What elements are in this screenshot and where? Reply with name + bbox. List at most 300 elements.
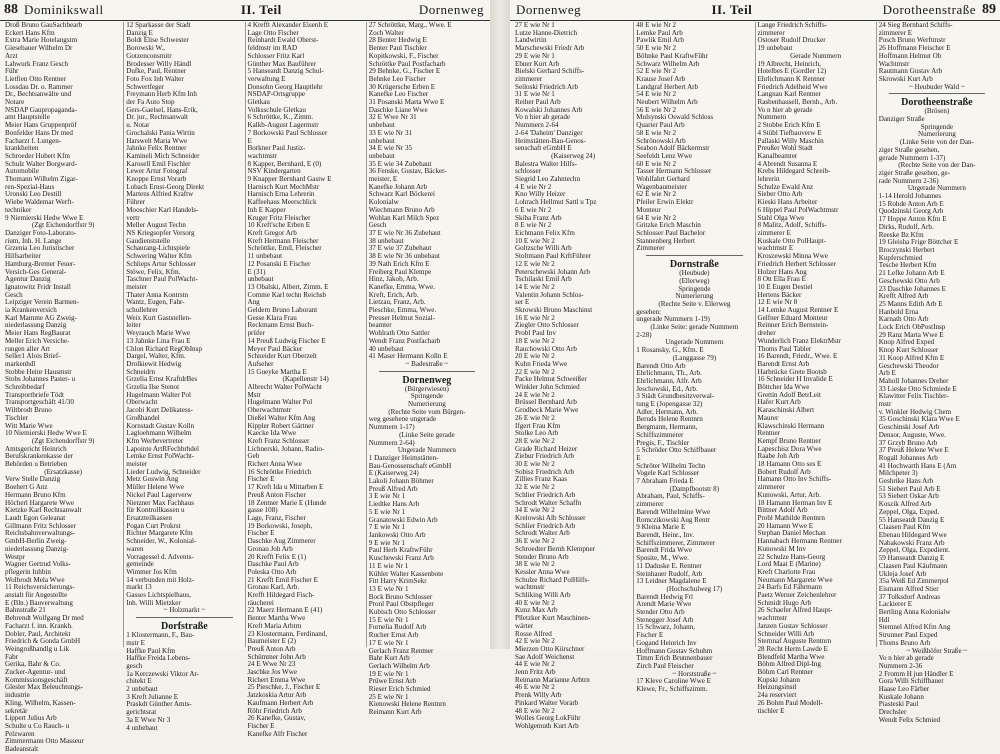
directory-entry: Arb E <box>878 369 896 378</box>
directory-entry: Baumeister E (2) <box>247 637 296 646</box>
directory-entry: Oberwacht <box>126 398 158 407</box>
directory-entry: 22 Schulze Hans-Georg <box>757 552 826 561</box>
directory-entry: Lohrach Hellmut Sattl u Tpz <box>515 198 597 207</box>
directory-entry: Röhr Friedrich Arb <box>247 706 302 715</box>
directory-entry: ia Krankenversich <box>5 306 57 315</box>
directory-entry: 26 Schaefer Alfred Haupt- <box>757 606 833 615</box>
directory-entry: Zucker-Agentur- und <box>5 668 66 677</box>
directory-entry: E <box>636 453 641 462</box>
directory-column <box>367 21 487 717</box>
directory-entry: 4 unbebaut <box>126 723 158 732</box>
directory-entry: Springende <box>410 392 444 401</box>
directory-entry: krankheiten <box>5 144 39 153</box>
directory-entry: 32 E Wwe Nr 31 <box>368 113 417 122</box>
directory-entry: prüfer <box>247 329 265 338</box>
directory-entry: 9 Niemierski Hedw Wwe E <box>5 213 84 222</box>
directory-entry: Zoch Walter <box>368 28 404 37</box>
directory-entry: rungen aller Art <box>5 344 50 353</box>
directory-entry: Fitt Harry KrimSekr <box>368 577 427 586</box>
directory-entry: Kuhn Frieda Wwe <box>515 359 568 368</box>
directory-entry: 16 Barendt, Friedr., Wwe. E <box>757 352 838 361</box>
directory-entry: mstr <box>878 400 892 409</box>
directory-entry: Geb <box>247 452 260 461</box>
directory-entry: (Brösen) <box>924 107 950 116</box>
directory-entry: Stenegger Josef Arb <box>636 615 694 624</box>
directory-entry: Metz Goswin Ang <box>126 475 179 484</box>
directory-entry: Kuschewski Franz Arb <box>368 554 434 563</box>
directory-entry: Kanefke Leo Fischer <box>368 90 429 99</box>
directory-entry: Grzelia Ernst KraftdrBes <box>126 375 198 384</box>
directory-entry: 24 E wie Nr 2 <box>515 390 555 399</box>
directory-entry: 23 Daschke Johannes E <box>878 284 946 293</box>
directory-entry: 16 E wie Nr 2 <box>515 313 555 322</box>
directory-entry: Schneidrn <box>126 367 156 376</box>
section-rule <box>379 371 475 372</box>
directory-entry: Kreft Hermann Fleischer <box>247 236 319 245</box>
directory-entry: Jenn Fritz Arb <box>515 668 556 677</box>
directory-entry: Karaschinski Albert <box>757 406 815 415</box>
directory-entry: Kreft Franz Schlosser <box>247 436 310 445</box>
directory-entry: 15 Gueyke Martha E <box>247 367 307 376</box>
directory-entry: Schneider Kurt Oberzelt <box>247 352 317 361</box>
directory-entry: Heimstätten-Bau-Genos- <box>515 136 586 145</box>
directory-entry: rium, Inh. H. Lange <box>5 236 62 245</box>
directory-entry: dreher <box>757 329 776 338</box>
directory-entry: E (Bln.) Bauverwaltung <box>5 598 73 607</box>
directory-entry: 37 Grzyb Bruno Arb <box>878 438 938 447</box>
directory-entry: (Zgt Eichendorffstr 9) <box>31 221 95 230</box>
directory-entry: Ostoser Rudolf Drucker <box>757 36 826 45</box>
directory-entry: zimmerer E <box>878 28 913 37</box>
directory-entry: 16 Schneider H Invalide E <box>757 375 833 384</box>
directory-entry: Agentur Danzig <box>5 275 51 284</box>
directory-entry: Krebs Hildegard Schreib- <box>757 167 831 176</box>
directory-entry: Richert Emma Wwe <box>247 675 306 684</box>
directory-entry: Freiberg Paul Klempe <box>368 267 432 276</box>
directory-entry: 5 E wie Nr 1 <box>368 507 405 516</box>
directory-entry: 1a Kerczewski Viktor Ar- <box>126 669 200 678</box>
directory-entry: ~ Heubuder Wald ~ <box>909 82 965 91</box>
directory-entry: 13 Obalski, Albert, Zimm. E <box>247 282 329 291</box>
directory-entry: Kowalski Johannes Arb <box>515 105 583 114</box>
directory-entry: zimmerer <box>636 500 664 509</box>
directory-entry: Lieder Ludwig, Schneider <box>126 467 201 476</box>
directory-entry: Günther Max Bauführer <box>247 59 317 68</box>
directory-entry: Jeschowski, Ed., Arb. <box>636 384 698 393</box>
directory-entry: Fischer E <box>247 721 275 730</box>
directory-entry: Wohlan Karl Milch Spez <box>368 213 440 222</box>
directory-entry: Gogand Heinrich Inv <box>636 638 697 647</box>
directory-entry: 36 Fenske, Gustav, Bäcker- <box>368 167 447 176</box>
directory-entry: Sternnaf Auguste Rentnrn <box>757 637 832 646</box>
directory-entry: Schröter Wilhelm Techn <box>636 461 706 470</box>
directory-entry: Klewe, Fr., Schiffszimm. <box>636 685 708 694</box>
street-heading: Dornstraße <box>669 259 719 271</box>
directory-entry: Steinhauer Rudolf, Arb <box>636 569 703 578</box>
directory-entry: Schümmer John Arb <box>247 652 306 661</box>
directory-entry: Kreft, Erich, Arb. <box>368 290 419 299</box>
directory-entry: Gora Willi Schiffbauer <box>878 677 944 686</box>
directory-entry: 48 E wie Nr 2 <box>515 706 555 715</box>
directory-entry: beamter <box>368 321 392 330</box>
directory-entry: Reimann Marianne Arbtrn <box>515 675 590 684</box>
directory-entry: Pieschke, Emma, Wwe. <box>368 306 437 315</box>
directory-entry: Freymann Herb Kfm Inh <box>126 90 197 99</box>
directory-entry: 14 Lemke August Rentner E <box>757 306 839 315</box>
directory-entry: Kreft Gregor Arb <box>247 228 297 237</box>
directory-entry: Schulz Walter Borgward- <box>5 159 78 168</box>
directory-entry: 34 E wie Nr 2 <box>515 506 555 515</box>
directory-entry: Grzenia Leo Juristischer <box>5 244 75 253</box>
directory-entry: 20 E wie Nr 2 <box>515 352 555 361</box>
directory-entry: Barendt, Heinr., Inv. <box>636 531 695 539</box>
directory-entry: Oberwachtmstr <box>247 406 292 415</box>
directory-entry: Friedrich Herbert Schlosser <box>757 259 836 268</box>
directory-entry: Lippert Julius Arb <box>5 714 57 723</box>
directory-entry: Reiher Paul Arb <box>515 98 561 107</box>
directory-entry: Hamann Otto Inv Schiffs- <box>757 475 832 484</box>
directory-entry: Seiloski Friedrich Arb <box>515 82 579 91</box>
directory-entry: 7 Abraham Frieda E <box>636 477 694 486</box>
directory-entry: Dirks, Rudolf, Arb. <box>878 222 934 231</box>
directory-entry: Liedtke Hans Arb <box>368 500 420 509</box>
directory-entry: Stahl Olga Wwe <box>757 213 805 222</box>
directory-entry: Hanbold Erna <box>878 307 919 316</box>
directory-entry: 27 E wie Nr 1 <box>515 21 555 29</box>
directory-entry: 60 E wie Nr 2 <box>636 159 677 168</box>
directory-entry: 18 Zentner Marie E (Hunde <box>247 498 327 507</box>
directory-entry: Lagloehmann Wilhelm <box>126 429 192 438</box>
directory-entry: 19 Gleisha Frige Böttcher E <box>878 238 959 247</box>
directory-entry: (Ersatzkasse) <box>44 467 83 476</box>
directory-entry: Pfeiler Erwin Elektr <box>636 198 694 207</box>
directory-entry: 35 E wie 34 Zubehaut <box>368 159 432 168</box>
directory-entry: 24a reserviert <box>757 691 797 700</box>
directory-entry: Preuß Anton Arb <box>247 644 296 653</box>
directory-entry: Seabon Adolf Bäckermstr <box>636 144 710 153</box>
directory-entry: Glesler Max Beleuchtungs- <box>5 683 84 692</box>
directory-entry: Bergmann, Hermann, <box>636 423 698 432</box>
directory-entry: 11 Daduske E. Rentner <box>636 561 702 570</box>
directory-entry: Rucher Ernst Arb <box>368 631 419 640</box>
directory-entry: Sobisz Friedrich Arb <box>515 467 575 476</box>
directory-entry: Weingroßhandlg u Lik <box>5 644 70 653</box>
directory-entry: 19 unbebaut <box>757 44 793 53</box>
directory-entry: Beruds Helene Rentnrn <box>636 415 703 424</box>
directory-entry: wachtmstr <box>247 151 278 160</box>
directory-entry: Schiffszimmerer <box>636 430 684 439</box>
directory-entry: Lietfien Otto Rentner <box>5 74 67 83</box>
directory-entry: markt 13 <box>126 583 152 592</box>
directory-entry: Borkner Paul Justiz- <box>247 144 306 153</box>
directory-entry: Krefft Alfred Arb <box>878 292 929 301</box>
directory-entry: Meller Erich Versiche- <box>5 336 70 345</box>
directory-entry: gasse 108) <box>247 506 278 515</box>
directory-entry: Pelzwaren <box>5 729 35 738</box>
directory-entry: Pronl Paul Obstpfleger <box>368 600 434 609</box>
directory-entry: Schulze Richard PolHilfs- <box>515 575 590 584</box>
directory-entry: Ungerade Nummern <box>907 184 966 193</box>
directory-entry: Schroedter Bernh Klempner <box>515 544 595 553</box>
directory-entry: Preuß Alfred Arb <box>368 484 418 493</box>
directory-entry: Richert Anna Wwe <box>247 460 302 469</box>
directory-entry: (Hochschulweg 17) <box>666 584 723 593</box>
directory-entry: Ehrlichmann, Th., Arb. <box>636 369 702 378</box>
directory-entry: Hoffmann Gustav Schuhm <box>636 646 713 655</box>
directory-entry: Gaudienststelle <box>126 236 170 245</box>
directory-entry: Krefft Hildegard Fisch- <box>247 591 315 600</box>
directory-entry: Nickel Paul Lagerverw <box>126 490 193 499</box>
directory-entry: Brüssel Bernhard Arb <box>515 398 577 407</box>
directory-entry: Vorragessel d. Advents- <box>126 552 194 561</box>
directory-entry: (Ellerweg) <box>679 276 710 285</box>
directory-entry: Jahnke Felix Rentner <box>126 144 187 153</box>
directory-entry: 1-14 Herold Johannes <box>878 192 942 201</box>
directory-entry: Müller Helene Wwe <box>126 483 185 492</box>
directory-entry: Vo n hier ab gerade <box>878 654 934 663</box>
directory-entry: (Dampfbootstr 8) <box>669 484 720 493</box>
directory-entry: räucherei <box>247 598 274 607</box>
directory-entry: Jacobi Kurt Delikatess- <box>126 406 193 415</box>
directory-entry: Kühler Walter Kassenbote <box>368 569 444 578</box>
directory-entry: Behnke Leo Fischer <box>368 74 426 83</box>
directory-entry: 8 Malitz, Adolf, Schiffs- <box>757 221 827 230</box>
directory-entry: Eckert Hans Kfm <box>5 28 55 37</box>
directory-entry: Reeske Bz Kfm <box>878 230 924 239</box>
directory-entry: Probl Paul Inv <box>515 329 556 338</box>
directory-entry: Goschinski Josef Arb <box>878 423 940 432</box>
directory-entry: 2 Stobbe Erich Kfm E <box>757 121 821 130</box>
directory-entry: Gerlach Franz Rentner <box>368 646 434 655</box>
directory-entry: Skrowski Kurt Arb <box>878 74 933 83</box>
directory-column <box>3 21 124 754</box>
directory-column <box>246 21 367 738</box>
directory-entry: Rosse Alfred <box>515 629 552 638</box>
directory-entry: Schliking Willi Arb <box>515 591 571 600</box>
directory-entry: 29 E wie Nr 1 <box>515 51 555 60</box>
directory-entry: Kupferschmied <box>878 253 923 262</box>
directory-entry: 50 E wie Nr 2 <box>636 44 677 53</box>
directory-entry: Preußer Wohl Stadt <box>757 144 813 153</box>
directory-entry: Schmidt Hugo Arb <box>757 598 812 607</box>
directory-entry: 3 E wie Nr 1 <box>368 492 405 501</box>
directory-entry: Hugelmann Walter Pol <box>247 398 313 407</box>
directory-entry: Hamburg-Bremer Feuer- <box>5 259 76 268</box>
directory-entry: Foto Fox Inh Walter <box>126 74 184 83</box>
directory-entry: 19 Borkowski, Joseph, <box>247 521 313 530</box>
directory-entry: Ungerade Nummern <box>665 338 724 347</box>
directory-entry: Lage Otto Fischer <box>247 28 299 37</box>
directory-entry: 2 Fromm H jun Händler E <box>878 669 954 678</box>
directory-entry: Dießel Walter Kfm Ang <box>247 413 316 422</box>
directory-entry: NSV Kindergarten <box>247 167 301 176</box>
directory-entry: schlosser <box>515 167 542 176</box>
directory-entry: niederlassung Danzig- <box>5 544 69 553</box>
directory-entry: markenhdl <box>5 359 36 368</box>
directory-entry: Pawlik Emil Arb <box>636 36 684 45</box>
directory-entry: Hoffmann Helmut Ob <box>878 51 942 60</box>
directory-entry: 30 E wie Nr 2 <box>515 460 555 469</box>
directory-entry: 53 Siebert Oskar Arb <box>878 492 939 501</box>
directory-entry: Blendfeld Martha Wwe <box>757 652 825 661</box>
directory-entry: Weyrauch Marie Wwe <box>126 329 191 338</box>
directory-entry: Witt Marie Wwe <box>5 421 53 430</box>
directory-entry: GmbH-Berlin Zweig- <box>5 537 67 546</box>
directory-entry: 11 E wie Nr 1 <box>368 561 409 570</box>
directory-entry: Gesse Klara Frau <box>247 313 297 322</box>
directory-entry: Gerika, Bahr & Co. <box>5 660 61 669</box>
directory-entry: Leipziger Verein Barmen- <box>5 298 79 307</box>
running-head-street: Dornenweg <box>516 2 582 17</box>
directory-entry: 17 Kleve Caroline Wwe E <box>636 677 711 686</box>
directory-entry: zimmerer <box>757 483 785 492</box>
directory-entry: Nummern 2-64 <box>515 121 559 130</box>
directory-entry: (Zgt Eichendorffstr 9) <box>31 436 95 445</box>
directory-entry: Klawschinski Hermann <box>757 421 825 430</box>
directory-entry: 11 unbebaut <box>247 252 283 261</box>
directory-entry: 41 Maser Hermann Kolln E <box>368 352 448 361</box>
directory-entry: Raabe Joh Arb <box>757 452 800 461</box>
directory-entry: Praskdt Günther Amts- <box>126 700 192 709</box>
directory-entry: Pallaski Willy Maschin <box>757 136 824 145</box>
directory-entry: 26 Hoffmann Fleischer E <box>878 44 951 53</box>
directory-entry: industrie <box>5 691 30 700</box>
directory-entry: Transportgeschäft 41/30 <box>5 398 74 407</box>
directory-entry: Stolke Leo Arb <box>515 429 559 438</box>
directory-entry: 25 Manns Edith Arb E <box>878 299 943 308</box>
directory-entry: 6 E wie Nr 2 <box>515 205 552 214</box>
directory-entry: Springende <box>678 284 711 293</box>
directory-entry: Fischer E <box>247 529 275 538</box>
directory-entry: Romczikowski Aug Rentr <box>636 515 710 524</box>
directory-entry: Behörden u Betrieben <box>5 460 68 469</box>
directory-entry: Sposite, M., Wwe. <box>636 554 689 563</box>
directory-entry: 37 E wie 37 Zubehaut <box>368 244 432 253</box>
directory-entry: schullehrer <box>126 306 158 315</box>
directory-entry: Brodesser Willy Händl <box>126 59 192 68</box>
directory-entry: Kaffeehaus Meerschlick <box>247 198 317 207</box>
left-page <box>0 0 490 754</box>
directory-entry: 6 Schröttke, K., Zimm. <box>247 113 314 122</box>
directory-entry: Gronau Karl, Arb. <box>247 583 300 592</box>
directory-entry: Seefeldt Lenz Wwe <box>636 151 693 160</box>
directory-entry: Bobert Rudolf Arb <box>757 467 811 476</box>
directory-entry: 22 E wie Nr 2 <box>515 367 555 376</box>
directory-entry: Kienowski Helene Rentnrn <box>368 700 446 709</box>
directory-entry: 13 E wie Nr 1 <box>368 584 409 593</box>
directory-entry: 4 E wie Nr 2 <box>515 182 552 191</box>
directory-entry: Thomann Wilhelm Zigar- <box>5 175 78 184</box>
directory-entry: 9 E wie Nr 1 <box>368 538 405 547</box>
directory-entry: E <box>247 136 252 145</box>
directory-entry: 38 unbebaut <box>368 236 404 245</box>
directory-entry: Hilfsarbeiter <box>5 252 41 261</box>
directory-column <box>513 21 634 730</box>
directory-entry: 17 E wie Nr 1 <box>368 638 409 647</box>
directory-entry: Knop Alfred Exped <box>878 338 935 347</box>
directory-entry: 19 Albrecht, Heinrich, <box>757 59 821 68</box>
directory-entry: 28 Recht Herm Lawde E <box>757 644 829 653</box>
directory-entry: 7 Borkowski Paul Schlosser <box>247 128 328 137</box>
directory-entry: Richter Margarete Kfm <box>126 529 193 538</box>
directory-entry: 21 Lefke Johann Arb E <box>878 269 945 278</box>
directory-entry: Inh. Willi Mietzker <box>126 598 181 607</box>
directory-entry: 11 Reichsversicherungs- <box>5 583 75 592</box>
directory-entry: NS Kriegsopfer Versorg <box>126 228 195 237</box>
directory-entry: 18 Hamann Herman Inv E <box>757 498 833 507</box>
directory-entry: 13 Jahnke Lina Frau E <box>126 336 191 345</box>
directory-entry: Landgraf Herbert Arb <box>636 82 699 91</box>
directory-entry: Lackierer E <box>878 600 913 609</box>
directory-entry: zimmerer <box>515 74 543 83</box>
directory-entry: 24 Sieg Bernhard Schiffs- <box>878 21 953 29</box>
directory-entry: Neubert Wilhelm Arb <box>636 98 698 107</box>
directory-entry: Karosell Emil Fischler <box>126 159 191 168</box>
directory-entry: Führ <box>5 67 19 76</box>
directory-entry: Numerierung <box>917 130 956 139</box>
directory-entry: Laudt Egon Geleanat <box>5 514 66 522</box>
directory-entry: Zeppel, Olga, Exped. <box>878 507 940 516</box>
directory-entry: 41 Hochwarth Hans E (Am <box>878 461 957 470</box>
directory-entry: 31 Koop Alfred Kfm E <box>878 353 945 362</box>
directory-entry: Schwarz Karl Böckerei <box>368 190 435 199</box>
directory-entry: Schneider, W., Kolonial- <box>126 537 197 546</box>
right-page-header <box>510 0 1000 21</box>
directory-entry: Borowski W., <box>126 44 166 53</box>
directory-entry: Preuser Helmut Sozial- <box>368 313 435 322</box>
directory-entry: Thoms Paul Tabler <box>757 344 812 353</box>
directory-entry: Poleska Otto Arb <box>247 567 297 576</box>
directory-entry: (Rechte Seite von der Dan- <box>898 161 976 170</box>
directory-entry: 8 Kapper, Bernhard, E (0) <box>247 159 322 168</box>
directory-entry: Stöwe, Felix, Kfm. <box>126 267 181 276</box>
directory-entry: Kuskale Otto PolHaupt- <box>757 236 827 245</box>
directory-entry: Hugelmann Walter Pol <box>126 390 191 399</box>
directory-entry: 39 Nath Erich Kfm E <box>368 259 430 268</box>
directory-entry: Thoms Bruno Arb <box>878 638 931 647</box>
directory-entry: Marschewski Friedr Arb <box>515 44 585 53</box>
directory-entry: ~ Horststraße ~ <box>672 669 717 678</box>
directory-entry: Nummern 1-17) <box>368 423 415 432</box>
directory-entry: 52 E wie Nr 2 <box>636 67 677 76</box>
directory-entry: Bahr Kurt Arb <box>368 654 410 663</box>
directory-entry: 33 E wie Nr 31 <box>368 128 413 137</box>
directory-entry: E (31) <box>247 267 266 276</box>
directory-entry: 4 Krefft Alexander Eisenh E <box>247 21 329 29</box>
directory-entry: Langnau Karl Rentner <box>757 90 821 99</box>
directory-entry: 12 Posanski E Fischer <box>247 259 311 268</box>
directory-entry: 16 Schröttke Friedrich <box>247 467 312 476</box>
directory-entry: Ziebur Friedrich Arb <box>515 452 575 461</box>
directory-entry: (Linke Seite: gerade Nummern <box>650 323 739 332</box>
directory-entry: Kommissionsgeschäft <box>5 675 68 684</box>
directory-entry: Barendt Ernst Arb <box>757 359 810 368</box>
directory-entry: Schlieps Artur Schlosser <box>126 259 196 268</box>
directory-entry: Westpr <box>5 552 25 561</box>
directory-entry: Maholl Johannes Dreher <box>878 376 949 385</box>
directory-entry: 7 E wie Nr 1 <box>368 523 405 532</box>
directory-entry: Stender Otto Arb <box>636 608 685 617</box>
section-rule <box>136 617 232 618</box>
directory-entry: Barendt Hedwig Frl <box>636 592 693 601</box>
directory-entry: Lichnerski, Johann, Radio- <box>247 444 325 453</box>
directory-entry: ungerade Nummern 1-19) <box>636 315 710 324</box>
directory-entry: ~ Weißhöfer Straße ~ <box>906 646 968 655</box>
directory-entry: Wendt Franz Postfacharb <box>368 336 441 345</box>
directory-entry: Meier Hans Gruppenpröf <box>5 121 77 130</box>
directory-entry: Schlier Friedrich Arb <box>515 490 576 499</box>
directory-entry: Vo n hier ab gerade <box>757 105 813 114</box>
